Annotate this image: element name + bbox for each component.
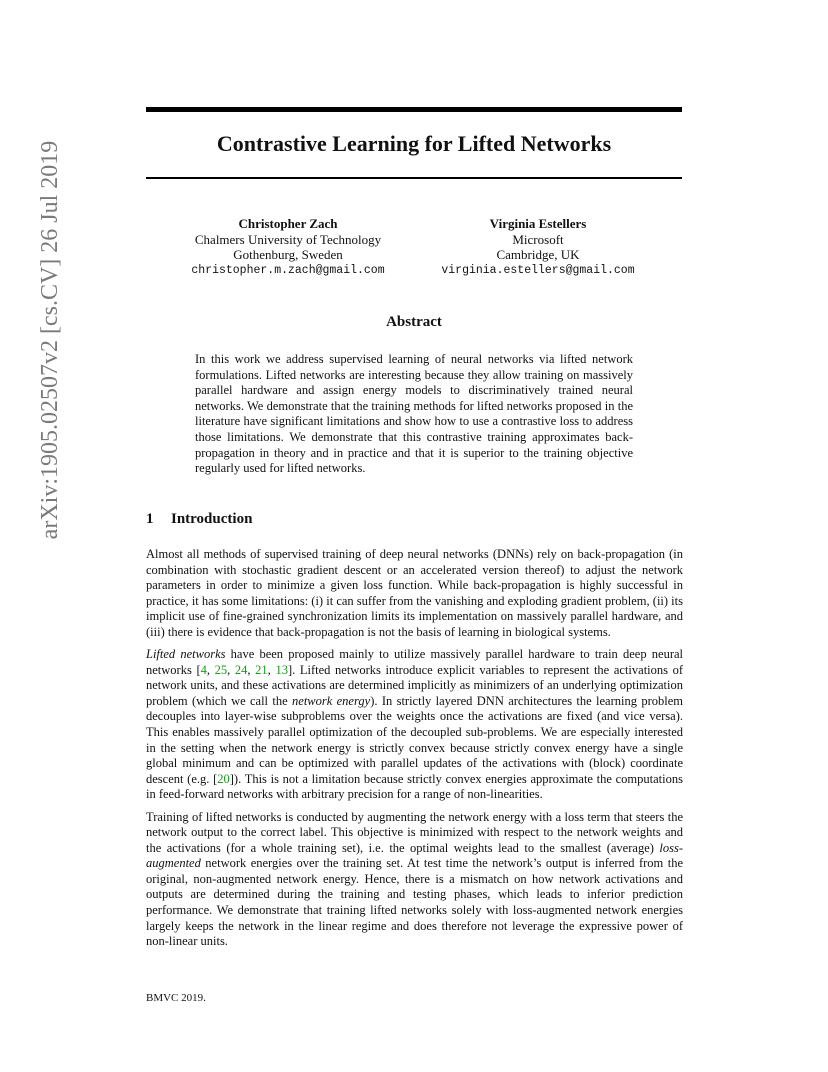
author-name: Christopher Zach bbox=[238, 216, 338, 231]
abstract-text: In this work we address supervised learning of neural networks via lifted network formulations. Lifted networks are interesting because they allow training on massively parallel hardware and assign energy models to discriminatively trained neural networks. We demonstrate that the training methods for lifted networks proposed in the literature have significant limitations and show how to use a contrastive loss to address those limitations. We demonstrate that this contrastive training approximates back-propagation in theory and in practice and that it is superior to the training objective regularly used for lifted networks. bbox=[195, 352, 633, 476]
citation-link[interactable]: 25 bbox=[214, 662, 228, 677]
section-number: 1 bbox=[146, 511, 154, 527]
body-text bbox=[146, 547, 683, 957]
section-title: Introduction bbox=[171, 511, 253, 527]
citation-link[interactable]: 13 bbox=[275, 662, 288, 677]
author-email: christopher.m.zach@gmail.com bbox=[191, 263, 385, 277]
author-name: Virginia Estellers bbox=[489, 216, 587, 231]
citation-link[interactable]: 21 bbox=[255, 662, 268, 677]
author-block-1 bbox=[158, 216, 418, 278]
author-affiliation: Microsoft bbox=[512, 231, 564, 247]
venue-footer: BMVC 2019. bbox=[146, 992, 206, 1004]
citation-link[interactable]: 20 bbox=[217, 771, 230, 786]
arxiv-identifier: arXiv:1905.02507v2 [cs.CV] 26 Jul 2019 bbox=[37, 140, 63, 540]
paragraph-2: Lifted networks have been proposed mainly to utilize massively parallel hardware to train deep neural networks [4, 25, 24, 21, 13]. Lifted networks introduce explicit variables to represent the activations of network units, and these activations are determined implicitly as minimizers of an underlying optimization problem (which we call the network energy). In strictly layered DNN architectures the learning problem decouples into layer-wise subproblems over the weights once the activations are fixed (and vice versa). This enables massively parallel optimization of the decoupled sub-problems. We are especially interested in the setting when the network energy is strictly convex because strictly convex energy have a single global minimum and can be optimized with parallel updates of the activations with (block) coordinate descent (e.g. [20]). This is not a limitation because strictly convex energies approximate the computations in feed-forward networks with arbitrary precision for a range of non-linearities. bbox=[146, 647, 684, 802]
emphasis-text: Lifted networks bbox=[146, 647, 226, 662]
citation-link[interactable]: 24 bbox=[234, 662, 248, 677]
section-heading bbox=[146, 511, 252, 528]
title-rule bbox=[146, 177, 682, 179]
author-location: Cambridge, UK bbox=[496, 247, 580, 262]
author-location: Gothenburg, Sweden bbox=[233, 247, 343, 262]
author-affiliation: Chalmers University of Technology bbox=[194, 231, 382, 247]
paragraph-1: Almost all methods of supervised training of deep neural networks (DNNs) rely on back-propagation (in combination with stochastic gradient descent or an accelerated version thereof) to adjust the network parameters in order to minimize a given loss function. While back-propagation is highly successful in practice, it has some limitations: (i) it can suffer from the vanishing and exploding gradient problem, (ii) its implicit use of fine-grained synchronization limits its implementation on massively parallel hardware, and (iii) there is evidence that back-propagation is not the basis of learning in biological systems. bbox=[146, 547, 683, 639]
author-block-2 bbox=[408, 216, 668, 278]
author-email: virginia.estellers@gmail.com bbox=[441, 263, 635, 277]
citation-link[interactable]: 4 bbox=[200, 662, 207, 677]
emphasis-text: network energy bbox=[292, 693, 371, 708]
paragraph-3: Training of lifted networks is conducted by augmenting the network energy with a loss term that steers the network output to the correct label. This objective is minimized with respect to the network weights and the activations (for a whole training set), i.e. the optimal weights lead to the smallest (average) loss-augmented network energies over the training set. At test time the network’s output is inferred from the original, non-augmented network energy. Hence, there is a mismatch on how network activations and outputs are determined during the training and testing phases, which leads to inferior prediction performance. We demonstrate that training lifted networks solely with loss-augmented network energies largely keeps the network in the linear regime and does therefore not leverage the expressive power of non-linear units. bbox=[146, 809, 683, 949]
paper-title: Contrastive Learning for Lifted Networks bbox=[216, 131, 612, 156]
top-rule bbox=[146, 107, 682, 112]
emphasis-text: loss-augmented bbox=[146, 840, 683, 871]
abstract-heading: Abstract bbox=[386, 314, 442, 330]
